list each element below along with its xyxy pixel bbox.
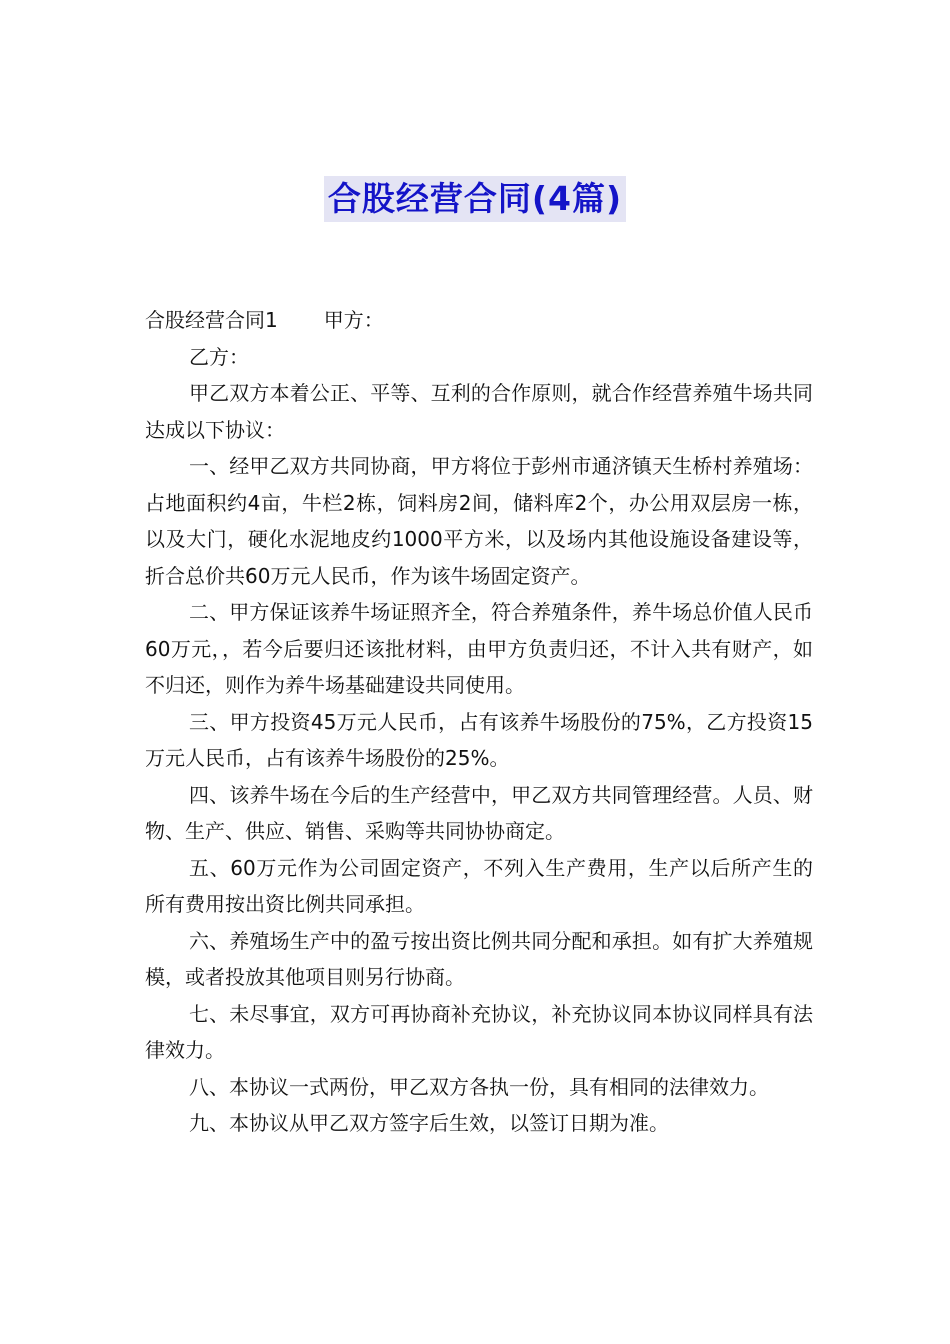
party-a-label: 甲方： [323, 308, 384, 332]
clause-1: 一、经甲乙双方共同协商，甲方将位于彭州市通济镇天生桥村养殖场：占地面积约4亩，牛栏2栋，饲料房2间，储料库2个，办公用双层房一栋，以及大门，硬化水泥地皮约1000平方米，以及场内其他设施设备建设等，折合总价共60万元人民币，作为该牛场固定资产。 [145, 454, 813, 588]
contract-heading: 合股经营合同1 [145, 308, 278, 332]
clause-3: 三、甲方投资45万元人民币，占有该养牛场股份的75%，乙方投资15万元人民币，占有该养牛场股份的25%。 [145, 709, 813, 770]
clause-6: 六、养殖场生产中的盈亏按出资比例共同分配和承担。如有扩大养殖规模，或者投放其他项目则另行协商。 [145, 928, 813, 989]
preamble-paragraph: 甲乙双方本着公正、平等、互利的合作原则，就合作经营养殖牛场共同达成以下协议： [145, 381, 813, 442]
document-title: 合股经营合同(4篇) [324, 176, 626, 222]
clause-8: 八、本协议一式两份，甲乙双方各执一份，具有相同的法律效力。 [189, 1074, 769, 1099]
clause-2: 二、甲方保证该养牛场证照齐全，符合养殖条件，养牛场总价值人民币60万元，，若今后要归还该批材料，由甲方负责归还，不计入共有财产，如不归还，则作为养牛场基础建设共同使用。 [145, 600, 813, 697]
document-body [145, 302, 813, 1142]
clause-5: 五、60万元作为公司固定资产，不列入生产费用，生产以后所产生的所有费用按出资比例共同承担。 [145, 855, 813, 916]
title-container [0, 176, 950, 222]
party-b-label: 乙方： [189, 344, 249, 369]
clause-4: 四、该养牛场在今后的生产经营中，甲乙双方共同管理经营。人员、财物、生产、供应、销售、采购等共同协协商定。 [145, 782, 813, 843]
clause-9: 九、本协议从甲乙双方签字后生效，以签订日期为准。 [189, 1111, 669, 1135]
clause-7: 七、未尽事宜，双方可再协商补充协议，补充协议同本协议同样具有法律效力。 [145, 1001, 813, 1062]
contract-heading-line [145, 302, 813, 339]
